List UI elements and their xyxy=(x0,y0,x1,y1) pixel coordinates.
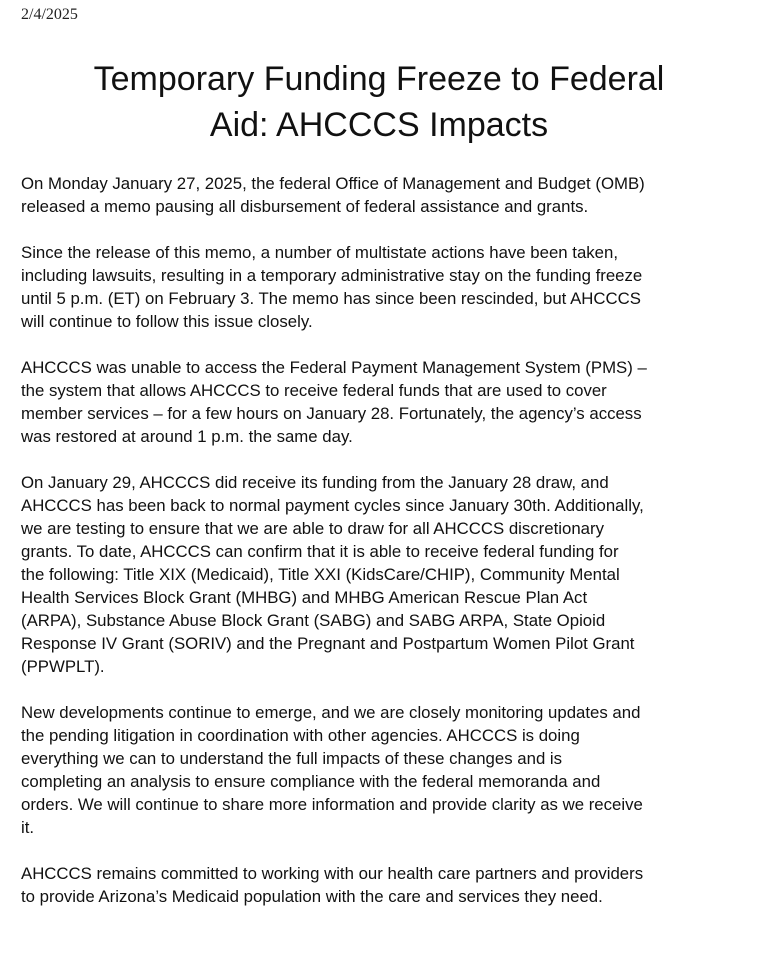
text-line: the system that allows AHCCCS to receive federal funds that are used to cover xyxy=(21,381,607,400)
text-line: it. xyxy=(21,818,35,837)
paragraph-omb-memo xyxy=(21,172,746,218)
text-line: was restored at around 1 p.m. the same day. xyxy=(21,427,353,446)
text-line: orders. We will continue to share more information and provide clarity as we receive xyxy=(21,795,643,814)
text-line: AHCCCS was unable to access the Federal Payment Management System (PMS) – xyxy=(21,358,647,377)
text-line: released a memo pausing all disbursement of federal assistance and grants. xyxy=(21,197,589,216)
text-line: grants. To date, AHCCCS can confirm that it is able to receive federal funding for xyxy=(21,542,619,561)
text-line: Health Services Block Grant (MHBG) and MHBG American Rescue Plan Act xyxy=(21,588,588,607)
text-line: we are testing to ensure that we are able to draw for all AHCCCS discretionary xyxy=(21,519,604,538)
document-body xyxy=(21,172,746,931)
text-line: AHCCCS has been back to normal payment cycles since January 30th. Additionally, xyxy=(21,496,644,515)
text-line: the following: Title XIX (Medicaid), Title XXI (KidsCare/CHIP), Community Mental xyxy=(21,565,620,584)
document-date: 2/4/2025 xyxy=(21,6,78,23)
text-line: everything we can to understand the full impacts of these changes and is xyxy=(21,749,563,768)
text-line: AHCCCS remains committed to working with our health care partners and providers xyxy=(21,864,644,883)
paragraph-commitment xyxy=(21,862,746,908)
text-line: On January 29, AHCCCS did receive its funding from the January 28 draw, and xyxy=(21,473,609,492)
document-title xyxy=(20,56,738,148)
text-line: (PPWPLT). xyxy=(21,657,105,676)
text-line: New developments continue to emerge, and we are closely monitoring updates and xyxy=(21,703,641,722)
text-line: On Monday January 27, 2025, the federal Office of Management and Budget (OMB) xyxy=(21,174,645,193)
paragraph-pms-access xyxy=(21,356,746,448)
text-line: (ARPA), Substance Abuse Block Grant (SABG) and SABG ARPA, State Opioid xyxy=(21,611,606,630)
paragraph-funding-received xyxy=(21,471,746,678)
text-line: including lawsuits, resulting in a temporary administrative stay on the funding freeze xyxy=(21,266,643,285)
text-line: Since the release of this memo, a number of multistate actions have been taken, xyxy=(21,243,618,262)
text-line: completing an analysis to ensure compliance with the federal memoranda and xyxy=(21,772,601,791)
text-line: Response IV Grant (SORIV) and the Pregnant and Postpartum Women Pilot Grant xyxy=(21,634,635,653)
text-line: to provide Arizona’s Medicaid population with the care and services they need. xyxy=(21,887,603,906)
paragraph-multistate-actions xyxy=(21,241,746,333)
paragraph-new-developments xyxy=(21,701,746,839)
title-line: Aid: AHCCCS Impacts xyxy=(209,106,549,144)
title-line: Temporary Funding Freeze to Federal xyxy=(93,60,665,98)
text-line: member services – for a few hours on January 28. Fortunately, the agency’s access xyxy=(21,404,642,423)
text-line: will continue to follow this issue closely. xyxy=(21,312,313,331)
text-line: until 5 p.m. (ET) on February 3. The memo has since been rescinded, but AHCCCS xyxy=(21,289,641,308)
text-line: the pending litigation in coordination with other agencies. AHCCCS is doing xyxy=(21,726,580,745)
